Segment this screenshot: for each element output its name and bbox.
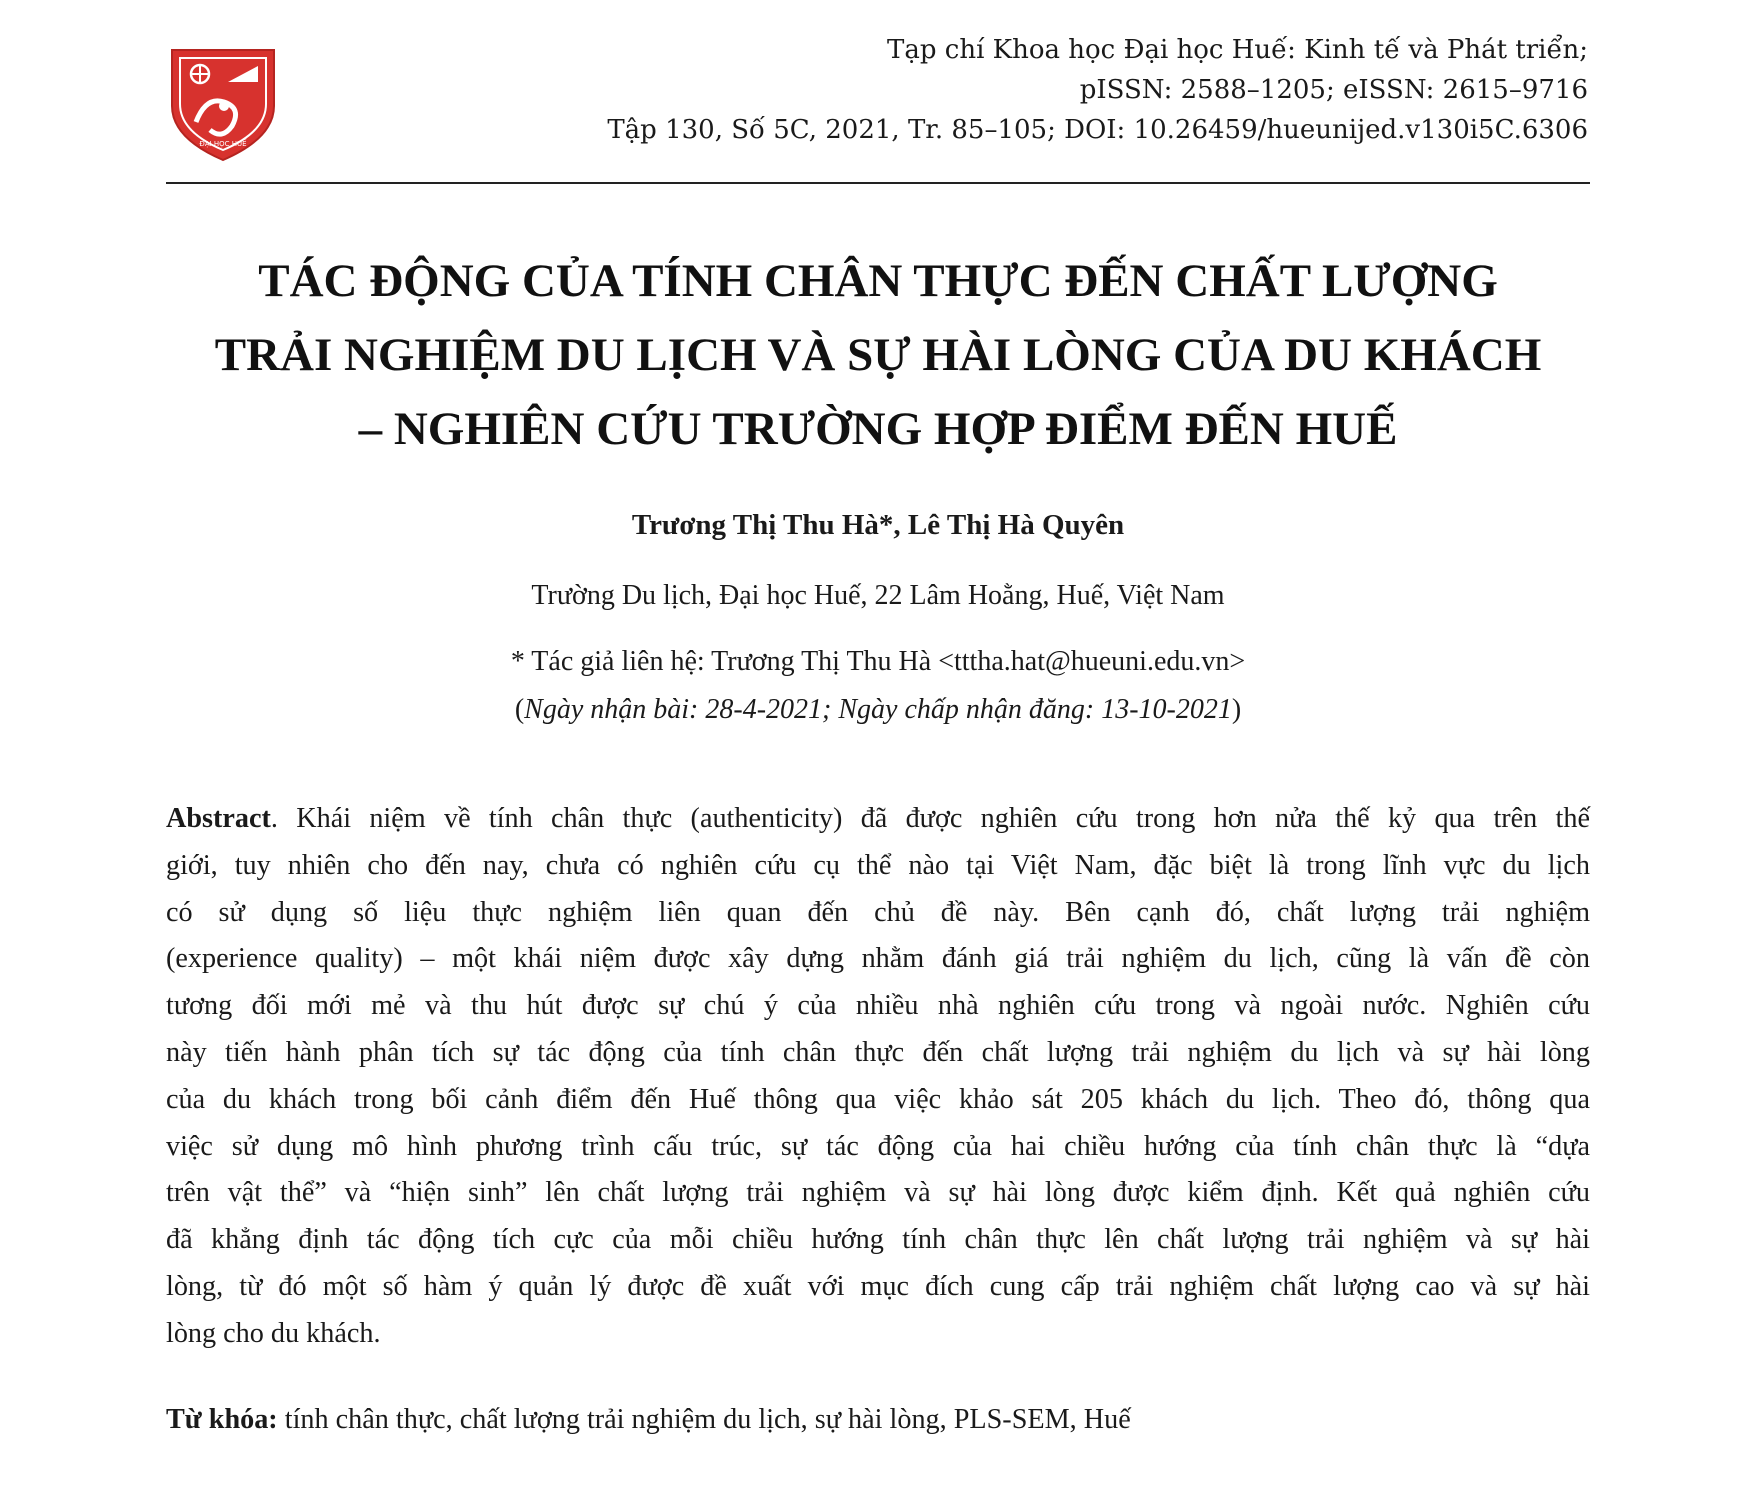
- keywords-text: tính chân thực, chất lượng trải nghiệm du lịch, sự hài lòng, PLS-SEM, Huế: [277, 1404, 1131, 1435]
- svg-text:ĐẠI HỌC HUẾ: ĐẠI HỌC HUẾ: [199, 140, 247, 148]
- dates-text: Ngày nhận bài: 28-4-2021; Ngày chấp nhận đăng: 13-10-2021: [524, 694, 1232, 725]
- journal-header: [607, 30, 1588, 150]
- keywords-label: Từ khóa:: [166, 1404, 278, 1435]
- abstract-line: tương đối mới mẻ và thu hút được sự chú ý của nhiều nhà nghiên cứu trong và ngoài nước. Nghiên cứu: [166, 990, 1590, 1022]
- journal-name: Tạp chí Khoa học Đại học Huế: Kinh tế và Phát triển;: [887, 35, 1588, 65]
- abstract: [166, 796, 1590, 1358]
- university-logo: [166, 46, 280, 162]
- abstract-line: trên vật thể” và “hiện sinh” lên chất lượng trải nghiệm và sự hài lòng được kiểm định. Kết quả nghiên cứu: [166, 1177, 1590, 1209]
- paper-title: [166, 244, 1590, 466]
- abstract-line: (experience quality) – một khái niệm được xây dựng nhằm đánh giá trải nghiệm du lịch, cũng là vấn đề còn: [166, 943, 1590, 975]
- journal-issn: pISSN: 2588–1205; eISSN: 2615–9716: [1079, 75, 1588, 105]
- abstract-line: giới, tuy nhiên cho đến nay, chưa có nghiên cứu cụ thể nào tại Việt Nam, đặc biệt là trong lĩnh vực du lịch: [166, 849, 1590, 881]
- abstract-line: đã khẳng định tác động tích cực của mỗi chiều hướng tính chân thực lên chất lượng trải nghiệm và sự hài: [166, 1224, 1590, 1256]
- journal-volume: Tập 130, Số 5C, 2021, Tr. 85–105; DOI: 10.26459/hueunijed.v130i5C.6306: [607, 115, 1588, 145]
- abstract-line: có sử dụng số liệu thực nghiệm liên quan đến chủ đề này. Bên cạnh đó, chất lượng trải nghiệm: [166, 896, 1590, 928]
- header-divider: [166, 182, 1590, 184]
- title-line-2: TRẢI NGHIỆM DU LỊCH VÀ SỰ HÀI LÒNG CỦA DU KHÁCH: [214, 329, 1542, 381]
- affiliation: Trường Du lịch, Đại học Huế, 22 Lâm Hoằng, Huế, Việt Nam: [531, 580, 1225, 611]
- keywords: [166, 1400, 1590, 1440]
- submission-dates: (Ngày nhận bài: 28-4-2021; Ngày chấp nhận đăng: 13-10-2021): [514, 694, 1242, 725]
- abstract-line: Abstract. Khái niệm về tính chân thực (authenticity) đã được nghiên cứu trong hơn nửa thế kỷ qua trên thế: [166, 803, 1590, 834]
- abstract-label: Abstract: [166, 803, 271, 834]
- title-line-3: – NGHIÊN CỨU TRƯỜNG HỢP ĐIỂM ĐẾN HUẾ: [358, 403, 1398, 455]
- abstract-line: lòng cho du khách.: [166, 1317, 381, 1349]
- abstract-line: việc sử dụng mô hình phương trình cấu trúc, sự tác động của hai chiều hướng của tính chân thực là “dựa: [166, 1130, 1590, 1162]
- abstract-line: này tiến hành phân tích sự tác động của tính chân thực đến chất lượng trải nghiệm du lịch và sự hài lòng: [166, 1036, 1590, 1068]
- abstract-line: lòng, từ đó một số hàm ý quản lý được đề xuất với mục đích cung cấp trải nghiệm chất lượng cao và sự hài: [166, 1270, 1590, 1302]
- abstract-line: của du khách trong bối cảnh điểm đến Huế thông qua việc khảo sát 205 khách du lịch. Theo đó, thông qua: [166, 1083, 1590, 1115]
- title-line-1: TÁC ĐỘNG CỦA TÍNH CHÂN THỰC ĐẾN CHẤT LƯỢNG: [258, 255, 1498, 307]
- authors: Trương Thị Thu Hà*, Lê Thị Hà Quyên: [631, 509, 1125, 541]
- corresponding-author: * Tác giả liên hệ: Trương Thị Thu Hà <tttha.hat@hueuni.edu.vn>: [510, 646, 1246, 677]
